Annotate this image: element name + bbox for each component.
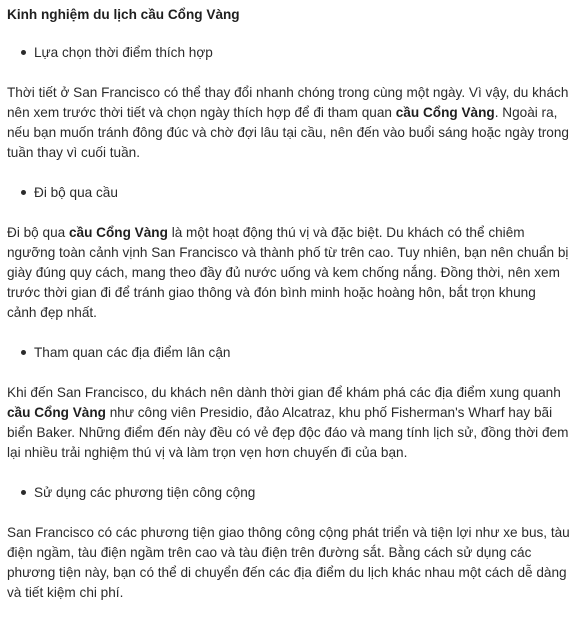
paragraph-line: nên xem trước thời tiết và chọn ngày thích hợp để đi tham quan cầu Cổng Vàng. Ngoài ra, — [7, 105, 558, 120]
paragraph-line: nếu bạn muốn tránh đông đúc và chờ đợi lâu tại cầu, nên đến vào buổi sáng hoặc ngày trong — [7, 125, 569, 140]
article-heading: Kinh nghiệm du lịch cầu Cổng Vàng — [7, 7, 240, 22]
bullet-item-walk-bridge — [21, 183, 118, 203]
bullet-item-best-time — [21, 43, 213, 63]
paragraph-line: ngưỡng toàn cảnh vịnh San Francisco và thành phố từ trên cao. Tuy nhiên, bạn nên chuẩn bị — [7, 245, 569, 260]
paragraph-walk-bridge — [7, 223, 573, 323]
paragraph-line: lại nhiều trải nghiệm thú vị và làm trọn vẹn hơn chuyến đi của bạn. — [7, 445, 408, 460]
paragraph-line: và tiết kiệm chi phí. — [7, 585, 124, 600]
bullet-label: Tham quan các địa điểm lân cận — [34, 345, 231, 360]
bullet-dot-icon — [21, 490, 26, 495]
bold-term: cầu Cổng Vàng — [7, 405, 106, 420]
paragraph-line: trước thời gian đi để tránh giao thông và đón bình minh hoặc hoàng hôn, bắt trọn khung — [7, 285, 536, 300]
paragraph-line: tuần thay vì cuối tuần. — [7, 145, 141, 160]
bullet-dot-icon — [21, 350, 26, 355]
bullet-dot-icon — [21, 190, 26, 195]
paragraph-best-time — [7, 83, 573, 163]
paragraph-line: biển Baker. Những điểm đến này đều có vẻ đẹp độc đáo và mang tính lịch sử, đồng thời đem — [7, 425, 569, 440]
bullet-item-public-transport — [21, 483, 255, 503]
bullet-dot-icon — [21, 50, 26, 55]
bullet-label: Đi bộ qua cầu — [34, 185, 118, 200]
paragraph-nearby-places — [7, 383, 573, 463]
bullet-label: Sử dụng các phương tiện công cộng — [34, 485, 256, 500]
bullet-item-nearby-places — [21, 343, 230, 363]
paragraph-line: cầu Cổng Vàng như công viên Presidio, đảo Alcatraz, khu phố Fisherman's Wharf hay bãi — [7, 405, 553, 420]
paragraph-public-transport — [7, 523, 573, 603]
paragraph-line: Đi bộ qua cầu Cổng Vàng là một hoạt động thú vị và đặc biệt. Du khách có thể chiêm — [7, 225, 525, 240]
paragraph-line: San Francisco có các phương tiện giao thông công cộng phát triển và tiện lợi như xe bus, tàu — [7, 525, 570, 540]
paragraph-line: Khi đến San Francisco, du khách nên dành thời gian để khám phá các địa điểm xung quanh — [7, 385, 561, 400]
paragraph-line: cảnh đẹp nhất. — [7, 305, 97, 320]
bullet-label: Lựa chọn thời điểm thích hợp — [34, 45, 213, 60]
paragraph-line: phương tiện này, bạn có thể di chuyển đến các địa điểm du lịch khác nhau một cách dễ dàng — [7, 565, 567, 580]
paragraph-line: Thời tiết ở San Francisco có thể thay đổi nhanh chóng trong cùng một ngày. Vì vậy, du khách — [7, 85, 569, 100]
bold-term: cầu Cổng Vàng — [68, 225, 168, 240]
paragraph-line: điện ngầm, tàu điện ngầm trên cao và tàu điện trên đường sắt. Bằng cách sử dụng các — [7, 545, 532, 560]
paragraph-line: giày đúng quy cách, mang theo đầy đủ nước uống và kem chống nắng. Đồng thời, nên xem — [7, 265, 560, 280]
bold-term: cầu Cổng Vàng — [395, 105, 495, 120]
